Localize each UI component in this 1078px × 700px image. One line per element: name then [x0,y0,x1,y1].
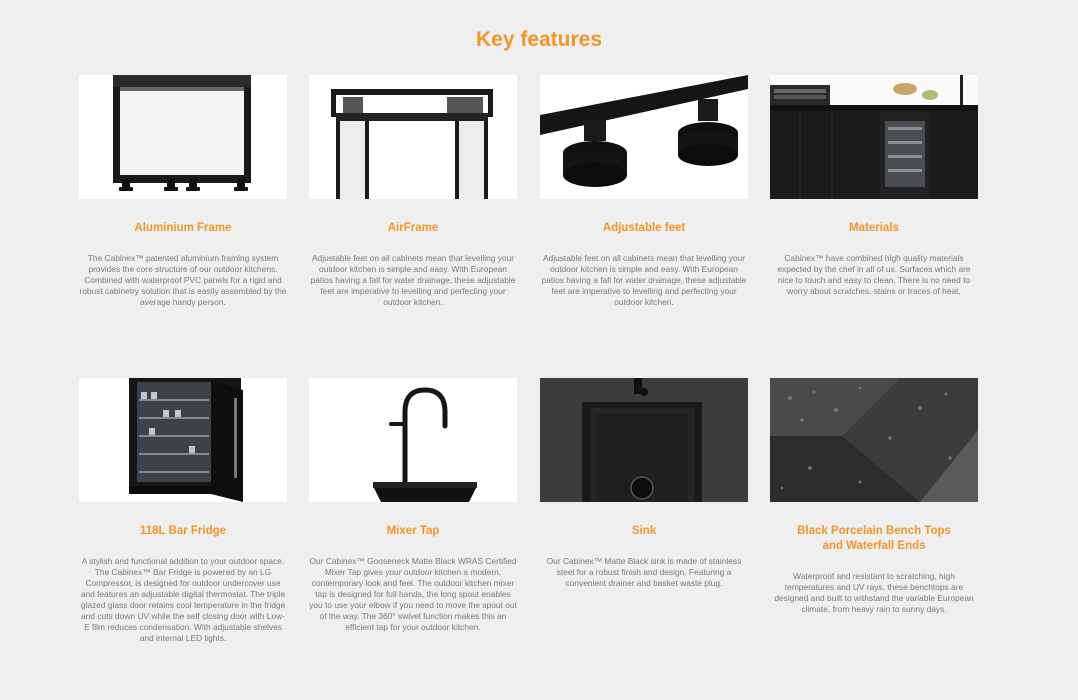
feature-description: A stylish and functional addition to your outdoor space. The Cabinex™ Bar Fridge is powered by an LG Compressor, is designed for outdoor undercover use and features an adjustable digital thermostat. The triple glazed glass door retains cool temperature in the fridge and cuts down UV while the self closing door with Low-E film reduces condensation. With adjustable shelves and internal LED lights. [80,556,286,643]
page-title: Key features [475,28,603,51]
feature-card-aluminium-frame [79,75,287,308]
feature-title: Adjustable feet [602,222,686,234]
feature-description: Our Cabinex™ Gooseneck Matte Black WRAS Certified Mixer Tap gives your outdoor kitchen a modern, contemporary look and feel. The outdoor kitchen mixer tap is designed for full hands, the long spout enables you to use your elbow if you need to move the spout out of the way. The 360° swivel function makes this an efficient tap for your outdoor kitchen. [309,556,517,632]
feature-title: 118L Bar Fridge [139,525,227,537]
feature-title: Aluminium Frame [134,222,232,234]
feature-card-materials [770,75,978,297]
outdoor-kitchen-photo [770,75,978,199]
feature-description: Our Cabinex™ Matte Black sink is made of stainless steel for a robust finish and design. Featuring a convenient drainer and basket waste plug. [546,556,742,588]
sink-photo [540,378,748,502]
feature-title: Materials [849,222,899,234]
aluminium-frame-photo [79,75,287,199]
mixer-tap-photo [309,378,517,502]
adjustable-feet-photo [540,75,748,199]
feature-card-bar-fridge [79,378,287,644]
feature-description: Adjustable feet on all cabinets mean that levelling your outdoor kitchen is simple and easy. With European patios having a fall for water drainage, these adjustable feet are imperative to levelling and perfecting your outdoor kitchen. [541,253,747,307]
feature-description: Waterproof and resistant to scratching, high temperatures and UV rays, these benchtops are designed and built to withstand the variable European climate, from heavy rain to sunny days. [774,571,974,614]
feature-card-sink [540,378,748,589]
feature-description: The Cabinex™ patented aluminium framing system provides the core structure of our outdoor kitchens. Combined with waterproof PVC panels for a rigid and robust cabinetry solution that is easily assembled by the average handy person. [79,253,287,307]
feature-description: Adjustable feet on all cabinets mean that levelling your outdoor kitchen is simple and easy. With European patios having a fall for water drainage, these adjustable feet are imperative to levelling and perfecting your outdoor kitchen. [310,253,516,307]
feature-card-mixer-tap [309,378,517,633]
feature-title: Mixer Tap [386,525,440,537]
feature-card-benchtops [770,378,978,615]
feature-description: Cabinex™ have combined high quality materials expected by the chef in all of us. Surfaces which are nice to touch and easy to clean. There is no need to worry about scratches, stains or traces of heat. [777,253,971,296]
feature-title: Black Porcelain Bench Tops and Waterfall Ends [797,525,951,552]
feature-card-airframe [309,75,517,308]
feature-title: AirFrame [387,222,439,234]
airframe-cabinet-photo [309,75,517,199]
porcelain-benchtop-photo [770,378,978,502]
bar-fridge-photo [79,378,287,502]
feature-card-adjustable-feet [540,75,748,308]
feature-title: Sink [631,525,657,537]
